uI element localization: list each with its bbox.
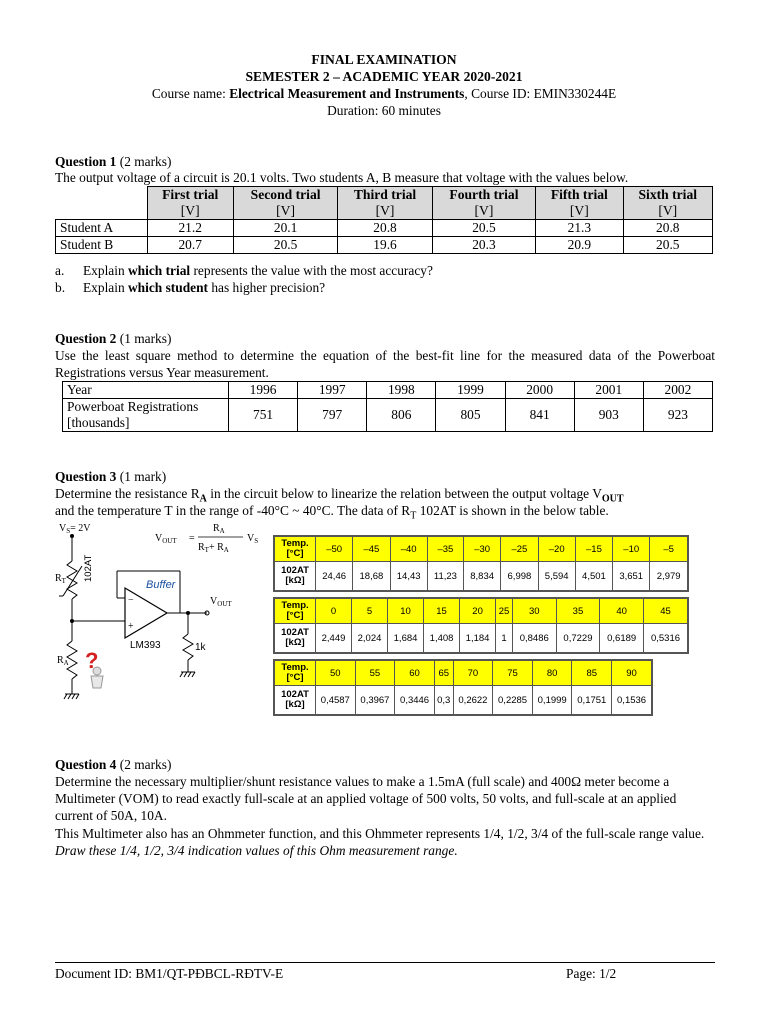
table-cell: –25	[501, 536, 538, 562]
table-cell: –10	[613, 536, 650, 562]
table-cell: –15	[575, 536, 612, 562]
table-row	[274, 660, 652, 686]
table-cell: 0,7229	[556, 624, 600, 654]
ra-label: $R_A$	[57, 655, 69, 667]
table-cell: 0,1999	[532, 686, 572, 716]
vout-equation	[155, 523, 258, 554]
row-label: Student B	[56, 237, 148, 254]
table-cell: 1	[496, 624, 513, 654]
table-cell: –5	[650, 536, 688, 562]
table-cell: 0,5316	[644, 624, 688, 654]
table-cell: 5,594	[538, 562, 575, 592]
q1-col-header: Second trial [V]	[233, 187, 337, 220]
table-cell: 90	[612, 660, 652, 686]
svg-text:RT+ RA: $R_T+ R_A$	[198, 542, 229, 554]
thermistor-symbol	[67, 561, 77, 599]
table-row	[63, 382, 713, 399]
q1-marks: (2 marks)	[116, 154, 172, 169]
temp-label: Temp. [°C]	[274, 536, 316, 562]
table-cell: 20.5	[623, 237, 712, 254]
table-cell: –20	[538, 536, 575, 562]
table-row	[274, 598, 688, 624]
footer-divider	[55, 962, 715, 963]
table-cell: 805	[436, 399, 505, 432]
res-label: 102AT [kΩ]	[274, 686, 316, 716]
table-cell: –35	[427, 536, 463, 562]
table-cell: 85	[572, 660, 612, 686]
table-cell: 806	[367, 399, 436, 432]
page-number: Page: 1/2	[566, 966, 617, 981]
table-cell: 1,184	[460, 624, 496, 654]
table-cell: –45	[353, 536, 390, 562]
table-cell: 1,408	[424, 624, 460, 654]
q1-table-corner	[56, 187, 148, 220]
table-cell: 6,998	[501, 562, 538, 592]
res-label: 102AT [kΩ]	[274, 562, 316, 592]
table-cell: 20	[460, 598, 496, 624]
row-label: Student A	[56, 220, 148, 237]
table-cell: 1999	[436, 382, 505, 399]
svg-text:+: +	[128, 621, 134, 632]
year-label: Year	[63, 382, 229, 399]
q3-text-2: and the temperature T in the range of -40°C ~ 40°C. The data of $R_T$ 102AT is shown in the below table.	[55, 503, 609, 522]
table-cell: 0,2622	[453, 686, 493, 716]
svg-text:RA: $R_A$	[213, 523, 225, 535]
q1-col-header: First trial [V]	[147, 187, 233, 220]
table-cell: 8,834	[464, 562, 501, 592]
table-row	[274, 624, 688, 654]
q1-item-b: b. Explain which student has higher precision?	[55, 280, 326, 295]
table-cell: 40	[600, 598, 644, 624]
q1-heading	[55, 153, 715, 170]
table-cell: –50	[316, 536, 353, 562]
circuit-diagram	[55, 516, 270, 706]
registrations-label: Powerboat Registrations [thousands]	[63, 399, 229, 432]
table-cell: 1,684	[388, 624, 424, 654]
table-cell: 0,3	[434, 686, 453, 716]
item-marker: a.	[55, 263, 65, 278]
q1-text: The output voltage of a circuit is 20.1 volts. Two students A, B measure that voltage with the values below.	[55, 170, 629, 185]
q3-text-1: Determine the resistance $R_A$ in the circuit below to linearize the relation between the output voltage $V_{OUT}$	[55, 486, 624, 505]
rt-label: $R_T$	[55, 573, 66, 585]
table-cell: 2001	[574, 382, 643, 399]
table-cell: 11,23	[427, 562, 463, 592]
table-cell: 5	[352, 598, 388, 624]
q3-marks: (1 mark)	[116, 469, 167, 484]
q3-title: Question 3	[55, 469, 117, 484]
table-cell: 21.3	[536, 220, 623, 237]
svg-text:−: −	[128, 595, 134, 606]
item-marker: b.	[55, 280, 66, 295]
q1-col-header: Fifth trial [V]	[536, 187, 623, 220]
temp-label: Temp. [°C]	[274, 598, 316, 624]
table-cell: –30	[464, 536, 501, 562]
q1-col-header: Third trial [V]	[338, 187, 432, 220]
table-cell: 923	[643, 399, 712, 432]
table-cell: 0,4587	[316, 686, 356, 716]
table-row	[63, 399, 713, 432]
table-cell: 0,2285	[493, 686, 533, 716]
table-cell: 1998	[367, 382, 436, 399]
table-cell: 20.5	[233, 237, 337, 254]
table-cell: 2,979	[650, 562, 688, 592]
table-cell: 0	[316, 598, 352, 624]
table-cell: 1996	[229, 382, 298, 399]
table-cell: 0,8486	[512, 624, 556, 654]
table-cell: 20.5	[432, 220, 535, 237]
semester-line: SEMESTER 2 – ACADEMIC YEAR 2020-2021	[245, 69, 523, 84]
table-cell: 1997	[298, 382, 367, 399]
vout-label: $V_{OUT}$	[210, 596, 232, 608]
q4-marks: (2 marks)	[116, 757, 172, 772]
table-cell: 70	[453, 660, 493, 686]
q1-table-header	[56, 187, 713, 220]
table-cell: 751	[229, 399, 298, 432]
table-row	[274, 536, 688, 562]
opamp-label: LM393	[130, 640, 161, 651]
table-row	[274, 686, 652, 716]
q1-title: Question 1	[55, 154, 117, 169]
vs-label: $V_S= 2V$	[59, 523, 91, 535]
table-cell: 18,68	[353, 562, 390, 592]
table-cell: 2002	[643, 382, 712, 399]
question-figure-icon	[85, 648, 103, 688]
table-cell: 20.8	[623, 220, 712, 237]
table-cell: 24,46	[316, 562, 353, 592]
rt-table-3	[273, 659, 653, 716]
svg-text:VOUT: $V_{OUT}$	[155, 533, 177, 545]
table-cell: 903	[574, 399, 643, 432]
table-cell: 20.9	[536, 237, 623, 254]
q1-item-a: a. Explain which trial represents the value with the most accuracy?	[55, 263, 433, 278]
table-cell: 20.3	[432, 237, 535, 254]
table-cell: 3,651	[613, 562, 650, 592]
table-cell: 30	[512, 598, 556, 624]
q4-paragraph-2: This Multimeter also has an Ohmmeter function, and this Ohmmeter represents 1/4, 1/2, 3/4 of the full-scale range value. Draw these 1/4, 1/2, 3/4 indication values of this Ohm measurement range.	[55, 826, 705, 858]
load-resistor	[183, 634, 193, 660]
table-cell: 35	[556, 598, 600, 624]
q3-heading	[55, 468, 715, 485]
rt-table-1	[273, 535, 689, 592]
table-cell: 4,501	[575, 562, 612, 592]
table-cell: 0,3446	[395, 686, 435, 716]
thermistor-label: 102AT	[83, 554, 94, 582]
q2-heading	[55, 330, 715, 347]
table-cell: 20.7	[147, 237, 233, 254]
course-name: Electrical Measurement and Instruments	[229, 86, 465, 101]
table-cell: 0,6189	[600, 624, 644, 654]
temp-label: Temp. [°C]	[274, 660, 316, 686]
document-id: Document ID: BM1/QT-PĐBCL-RĐTV-E	[55, 966, 284, 981]
course-prefix: Course name:	[151, 86, 230, 101]
table-cell: 21.2	[147, 220, 233, 237]
q4-paragraph-1: Determine the necessary multiplier/shunt resistance values to make a 1.5mA (full scale) and 400Ω meter become a Multimeter (VOM) to read exactly full-scale at an applied voltage of 500 volts, 50 volts, and full-scale at an applied current of 50A, 10A.	[55, 774, 677, 823]
table-cell: 19.6	[338, 237, 432, 254]
table-cell: 60	[395, 660, 435, 686]
q2-table	[62, 381, 713, 432]
exam-title: FINAL EXAMINATION	[311, 52, 457, 67]
table-cell: 65	[434, 660, 453, 686]
q1-col-header: Fourth trial [V]	[432, 187, 535, 220]
course-line	[0, 86, 768, 102]
table-cell: 2000	[505, 382, 574, 399]
table-row	[56, 237, 713, 254]
q4-heading	[55, 756, 715, 773]
svg-text:?: ?	[85, 648, 99, 673]
table-cell: –40	[390, 536, 427, 562]
q4-title: Question 4	[55, 757, 117, 772]
rt-table-2	[273, 597, 689, 654]
svg-text:=: =	[189, 533, 195, 544]
table-cell: 0,1751	[572, 686, 612, 716]
table-cell: 25	[496, 598, 513, 624]
buffer-label: Buffer	[146, 579, 176, 591]
table-cell: 75	[493, 660, 533, 686]
q2-text: Use the least square method to determine the equation of the best-fit line for the measured data of the Powerboat Registrations versus Year measurement.	[55, 348, 715, 380]
table-cell: 0,3967	[355, 686, 395, 716]
table-row	[274, 562, 688, 592]
table-cell: 80	[532, 660, 572, 686]
table-row	[56, 220, 713, 237]
table-cell: 15	[424, 598, 460, 624]
table-cell: 14,43	[390, 562, 427, 592]
table-cell: 50	[316, 660, 356, 686]
table-cell: 45	[644, 598, 688, 624]
load-resistor-label: 1k	[195, 642, 206, 653]
table-cell: 0,1536	[612, 686, 652, 716]
table-cell: 841	[505, 399, 574, 432]
q2-title: Question 2	[55, 331, 117, 346]
course-id: , Course ID: EMIN330244E	[464, 86, 617, 101]
table-cell: 55	[355, 660, 395, 686]
q1-col-header: Sixth trial [V]	[623, 187, 712, 220]
duration-line: Duration: 60 minutes	[327, 103, 441, 118]
table-cell: 20.1	[233, 220, 337, 237]
q1-table	[55, 186, 713, 254]
table-cell: 797	[298, 399, 367, 432]
q2-marks: (1 marks)	[116, 331, 172, 346]
table-cell: 20.8	[338, 220, 432, 237]
svg-text:VS: $V_S$	[247, 533, 259, 545]
table-cell: 2,024	[352, 624, 388, 654]
res-label: 102AT [kΩ]	[274, 624, 316, 654]
table-cell: 10	[388, 598, 424, 624]
table-cell: 2,449	[316, 624, 352, 654]
